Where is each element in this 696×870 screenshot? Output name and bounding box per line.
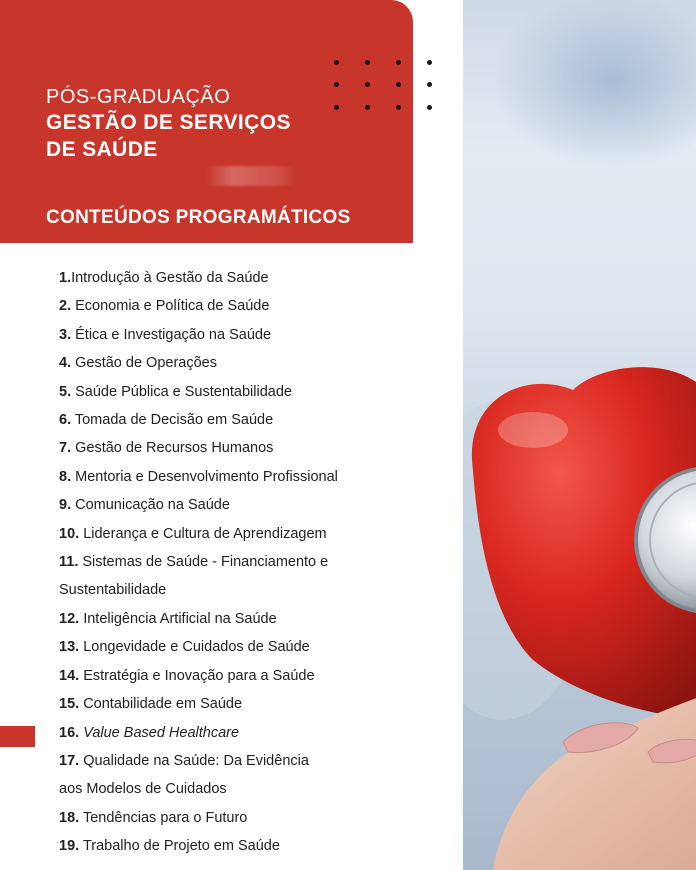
dot bbox=[427, 105, 432, 110]
item-number: 7. bbox=[59, 440, 72, 457]
item-number: 12. bbox=[59, 610, 80, 627]
dot bbox=[396, 105, 401, 110]
list-item bbox=[59, 633, 389, 661]
item-number: 4. bbox=[59, 355, 72, 372]
dot-grid-decoration bbox=[334, 60, 434, 114]
list-item bbox=[59, 747, 389, 775]
item-label: Tomada de Decisão em Saúde bbox=[71, 412, 274, 429]
item-label-continuation: aos Modelos de Cuidados bbox=[59, 781, 227, 798]
list-item bbox=[59, 491, 389, 519]
item-number: 3. bbox=[59, 326, 72, 343]
item-number: 1. bbox=[59, 270, 72, 286]
red-accent-bar bbox=[0, 726, 35, 747]
list-item bbox=[59, 406, 389, 434]
list-item bbox=[59, 662, 389, 690]
item-number: 13. bbox=[59, 639, 80, 656]
item-label: Longevidade e Cuidados de Saúde bbox=[79, 639, 310, 656]
item-label: Contabilidade em Saúde bbox=[79, 696, 243, 713]
item-label: Qualidade na Saúde: Da Evidência bbox=[79, 752, 309, 769]
item-number: 14. bbox=[59, 667, 80, 684]
item-label: Liderança e Cultura de Aprendizagem bbox=[79, 525, 327, 542]
item-number: 17. bbox=[59, 752, 80, 769]
dot bbox=[396, 60, 401, 65]
list-item bbox=[59, 321, 389, 349]
item-label: Sistemas de Saúde - Financiamento e bbox=[78, 554, 329, 571]
pre-title: PÓS-GRADUAÇÃO bbox=[46, 86, 231, 108]
syllabus-list bbox=[59, 264, 389, 861]
item-number: 15. bbox=[59, 696, 80, 713]
dot bbox=[427, 60, 432, 65]
dot bbox=[365, 60, 370, 65]
item-label: Economia e Política de Saúde bbox=[71, 298, 270, 315]
list-item bbox=[59, 605, 389, 633]
list-item bbox=[59, 463, 389, 491]
list-item bbox=[59, 832, 389, 860]
list-item bbox=[59, 719, 389, 747]
list-item bbox=[59, 264, 389, 292]
dot bbox=[334, 60, 339, 65]
item-label: Value Based Healthcare bbox=[79, 724, 240, 741]
list-item bbox=[59, 349, 389, 377]
item-number: 11. bbox=[59, 554, 79, 571]
header-banner bbox=[0, 0, 413, 243]
item-label: Gestão de Recursos Humanos bbox=[71, 440, 274, 457]
photo-illustration bbox=[463, 0, 696, 870]
dot bbox=[365, 82, 370, 87]
item-label: Introdução à Gestão da Saúde bbox=[71, 270, 269, 286]
item-number: 19. bbox=[59, 838, 80, 855]
list-item bbox=[59, 434, 389, 462]
item-label: Ética e Investigação na Saúde bbox=[71, 326, 272, 343]
item-number: 5. bbox=[59, 383, 72, 400]
list-item bbox=[59, 520, 389, 548]
item-number: 16. bbox=[59, 724, 80, 741]
item-label: Inteligência Artificial na Saúde bbox=[79, 610, 277, 627]
blurred-decoration bbox=[205, 166, 297, 186]
item-label: Tendências para o Futuro bbox=[79, 809, 248, 826]
course-title-line-2: DE SAÚDE bbox=[46, 138, 158, 161]
item-label: Estratégia e Inovação para a Saúde bbox=[79, 667, 315, 684]
item-label: Comunicação na Saúde bbox=[71, 497, 230, 514]
list-item bbox=[59, 378, 389, 406]
item-number: 6. bbox=[59, 412, 72, 429]
item-label: Trabalho de Projeto em Saúde bbox=[79, 838, 280, 855]
dot bbox=[427, 82, 432, 87]
hand bbox=[493, 690, 696, 870]
item-number: 8. bbox=[59, 468, 72, 485]
course-title bbox=[46, 109, 346, 163]
list-item-continuation bbox=[59, 775, 389, 803]
dot bbox=[396, 82, 401, 87]
heart-stethoscope-photo bbox=[463, 0, 696, 870]
list-item bbox=[59, 548, 389, 576]
item-label: Saúde Pública e Sustentabilidade bbox=[71, 383, 292, 400]
list-item-continuation bbox=[59, 576, 389, 604]
item-number: 10. bbox=[59, 525, 80, 542]
list-item bbox=[59, 292, 389, 320]
item-number: 9. bbox=[59, 497, 72, 514]
dot bbox=[334, 82, 339, 87]
list-item bbox=[59, 804, 389, 832]
item-number: 2. bbox=[59, 298, 72, 315]
section-heading: CONTEÚDOS PROGRAMÁTICOS bbox=[46, 207, 351, 228]
item-label-continuation: Sustentabilidade bbox=[59, 582, 167, 599]
list-item bbox=[59, 690, 389, 718]
blurred-background-shape bbox=[493, 0, 696, 170]
dot bbox=[365, 105, 370, 110]
item-label: Mentoria e Desenvolvimento Profissional bbox=[71, 468, 338, 485]
dot bbox=[334, 105, 339, 110]
heart-highlight bbox=[498, 412, 568, 448]
item-number: 18. bbox=[59, 809, 80, 826]
item-label: Gestão de Operações bbox=[71, 355, 217, 372]
course-title-line-1: GESTÃO DE SERVIÇOS bbox=[46, 111, 291, 134]
